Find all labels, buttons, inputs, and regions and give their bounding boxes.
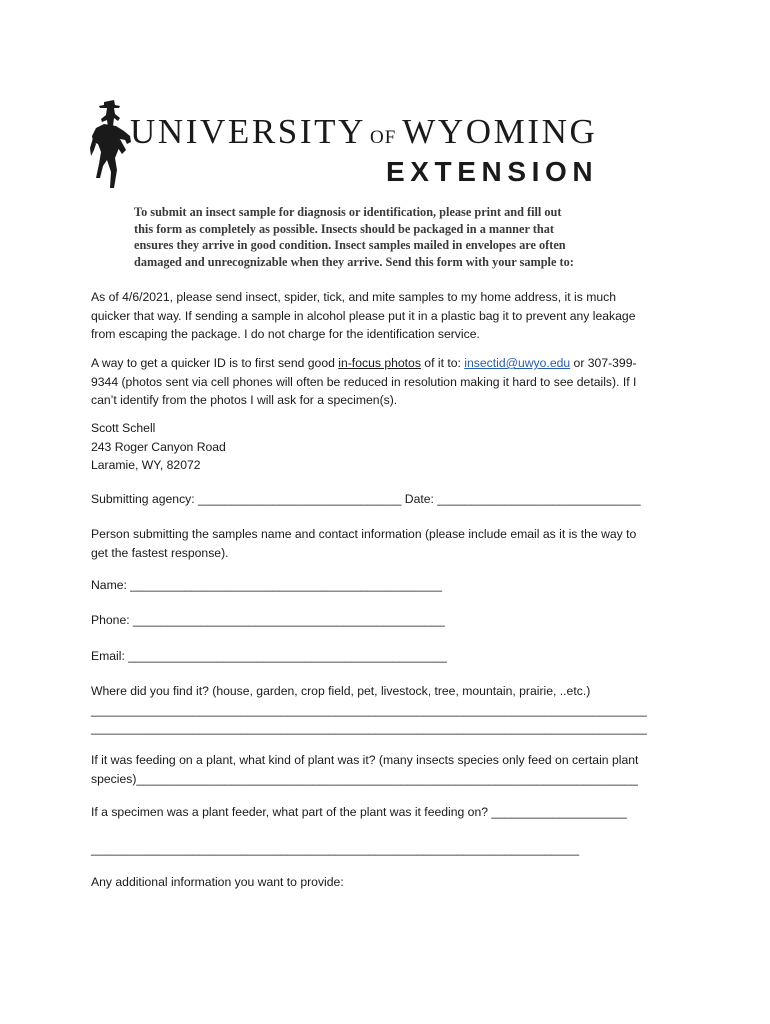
- intro-line: ensures they arrive in good condition. Insect samples mailed in envelopes are often: [134, 238, 566, 252]
- where-found-question: [91, 682, 671, 738]
- additional-info-label: Any additional information you want to provide:: [91, 875, 344, 889]
- plant-part-answer-line[interactable]: ________________________________________________________________________: [91, 842, 580, 856]
- text-run: of it to:: [420, 356, 465, 370]
- intro-line: this form as completely as possible. Insects should be packaged in a manner that: [134, 221, 554, 236]
- submitting-agency-date-field[interactable]: Submitting agency: ______________________________ Date: ______________________________: [91, 492, 641, 506]
- intro-line: To submit an insect sample for diagnosis or identification, please print and fill out: [134, 205, 562, 219]
- name-field[interactable]: Name: ______________________________________________: [91, 578, 443, 592]
- email-field[interactable]: Email: _______________________________________________: [91, 649, 447, 663]
- phone-field[interactable]: Phone: ______________________________________________: [91, 613, 445, 627]
- university-of-wyoming-wordmark: [130, 112, 597, 152]
- extension-header: [90, 98, 630, 193]
- paragraph-line: As of 4/6/2021, please send insect, spider, tick, and mite samples to my home address, it is much: [91, 290, 616, 304]
- paragraph-line: get the fastest response).: [91, 545, 229, 560]
- answer-line[interactable]: __________________________________________________________________________________: [91, 702, 647, 717]
- intro-instructions: [134, 204, 604, 270]
- answer-line[interactable]: __________________________________________________________________________________: [91, 721, 647, 736]
- paragraph-line: can’t identify from the photos I will ask for a specimen(s).: [91, 393, 398, 408]
- intro-line: damaged and unrecognizable when they arrive. Send this form with your sample to:: [134, 254, 574, 269]
- answer-line[interactable]: species)__________________________________________________________________________: [91, 771, 638, 786]
- wordmark-of: OF: [369, 127, 397, 148]
- wordmark-university: UNIVERSITY: [130, 112, 366, 151]
- in-focus-photos-text: in-focus photos: [338, 356, 421, 370]
- paragraph-line: quicker that way. If sending a sample in alcohol please put it in a plastic bag it to prevent any leakage: [91, 308, 636, 323]
- paragraph-line: from escaping the package. I do not charge for the identification service.: [91, 327, 480, 342]
- photo-id-paragraph: [91, 354, 671, 410]
- home-address-paragraph: [91, 288, 671, 344]
- paragraph-line: 9344 (photos sent via cell phones will often be reduced in resolution making it hard to see details). If I: [91, 374, 637, 389]
- question-text: If it was feeding on a plant, what kind of plant was it? (many insects species only feed on certain plant: [91, 753, 639, 767]
- plant-part-question[interactable]: If a specimen was a plant feeder, what part of the plant was it feeding on? ____________________: [91, 805, 627, 819]
- email-link[interactable]: insectid@uwyo.edu: [464, 356, 571, 370]
- mailing-address: [91, 419, 671, 475]
- text-run: or 307-399-: [570, 356, 637, 370]
- plant-kind-question: [91, 751, 671, 788]
- wordmark-wyoming: WYOMING: [402, 112, 598, 151]
- address-street: 243 Roger Canyon Road: [91, 439, 226, 454]
- address-name: Scott Schell: [91, 421, 156, 435]
- paragraph-line: [91, 354, 671, 373]
- paragraph-line: Person submitting the samples name and contact information (please include email as it is the way to: [91, 527, 637, 541]
- person-submitting-instructions: [91, 525, 671, 562]
- question-text: Where did you find it? (house, garden, crop field, pet, livestock, tree, mountain, prairie, ..etc.): [91, 684, 591, 698]
- text-run: A way to get a quicker ID is to first send good: [91, 356, 339, 370]
- bucking-horse-rider-logo: [90, 98, 134, 190]
- address-city: Laramie, WY, 82072: [91, 458, 201, 473]
- extension-title: EXTENSION: [386, 156, 599, 187]
